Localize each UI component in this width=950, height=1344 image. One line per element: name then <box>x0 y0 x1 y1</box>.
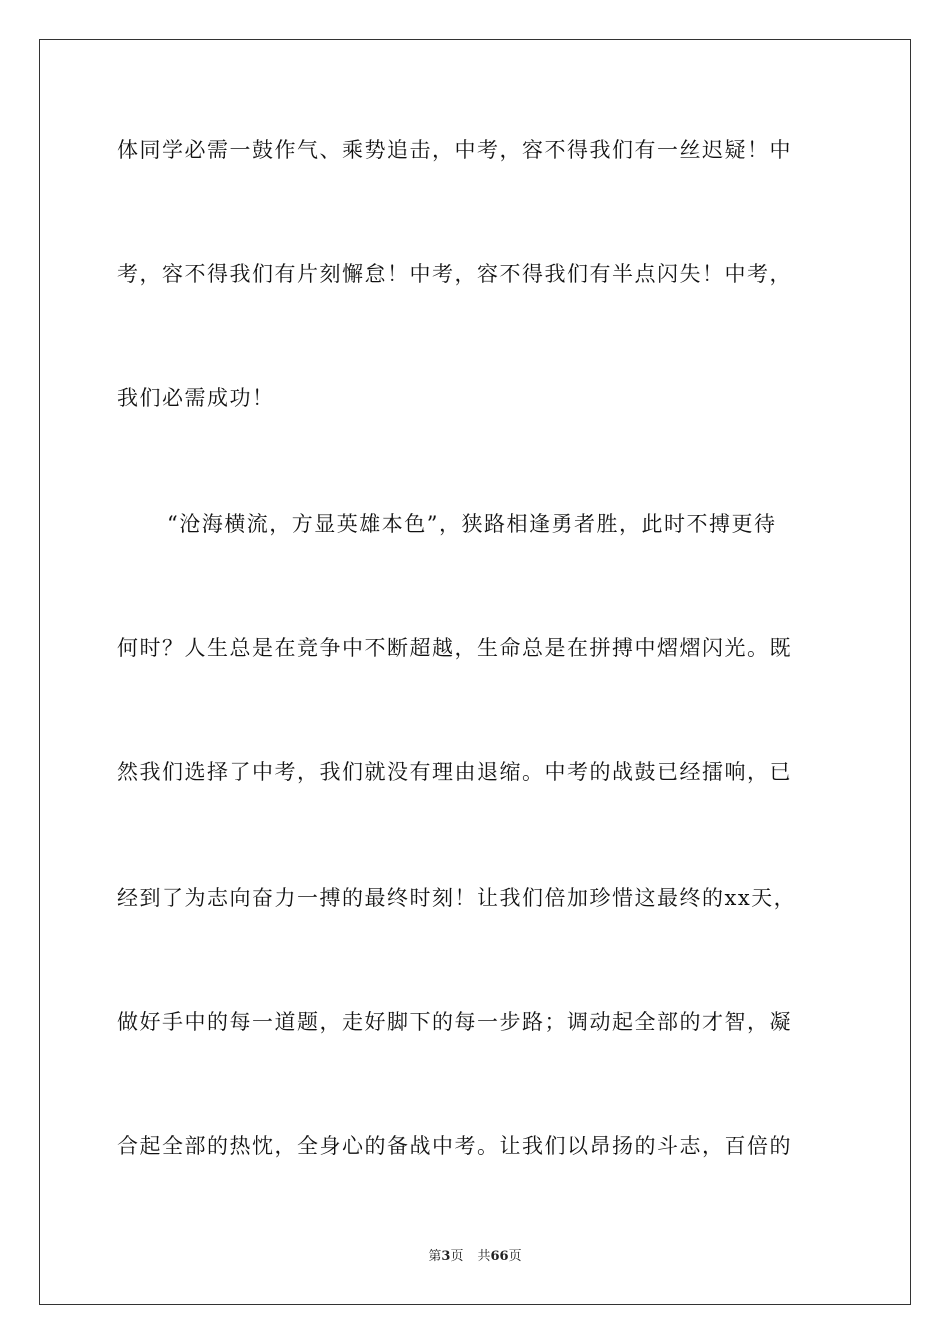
text-line-7: 经到了为志向奋力一搏的最终时刻！让我们倍加珍惜这最终的xx天， <box>117 886 797 910</box>
total-prefix: 共 <box>477 1249 491 1264</box>
total-pages: 66 <box>490 1249 509 1264</box>
page-frame <box>39 39 911 1305</box>
page-prefix: 第 <box>428 1249 442 1264</box>
page-suffix: 页 <box>450 1249 464 1264</box>
text-line-8: 做好手中的每一道题，走好脚下的每一步路；调动起全部的才智，凝 <box>117 1010 792 1034</box>
text-line-3: 我们必需成功！ <box>117 386 275 410</box>
text-line-5: 何时？人生总是在竞争中不断超越，生命总是在拼搏中熠熠闪光。既 <box>117 636 792 660</box>
text-line-1: 体同学必需一鼓作气、乘势追击，中考，容不得我们有一丝迟疑！中 <box>117 138 792 162</box>
total-suffix: 页 <box>508 1249 522 1264</box>
text-line-9: 合起全部的热忱，全身心的备战中考。让我们以昂扬的斗志，百倍的 <box>117 1134 792 1158</box>
page-number: 3 <box>441 1249 451 1264</box>
text-line-4: “沧海横流，方显英雄本色”，狭路相逢勇者胜，此时不搏更待 <box>167 512 777 536</box>
page-footer <box>0 1248 950 1266</box>
text-line-6: 然我们选择了中考，我们就没有理由退缩。中考的战鼓已经擂响，已 <box>117 760 792 784</box>
text-line-2: 考，容不得我们有片刻懈怠！中考，容不得我们有半点闪失！中考， <box>117 262 792 286</box>
